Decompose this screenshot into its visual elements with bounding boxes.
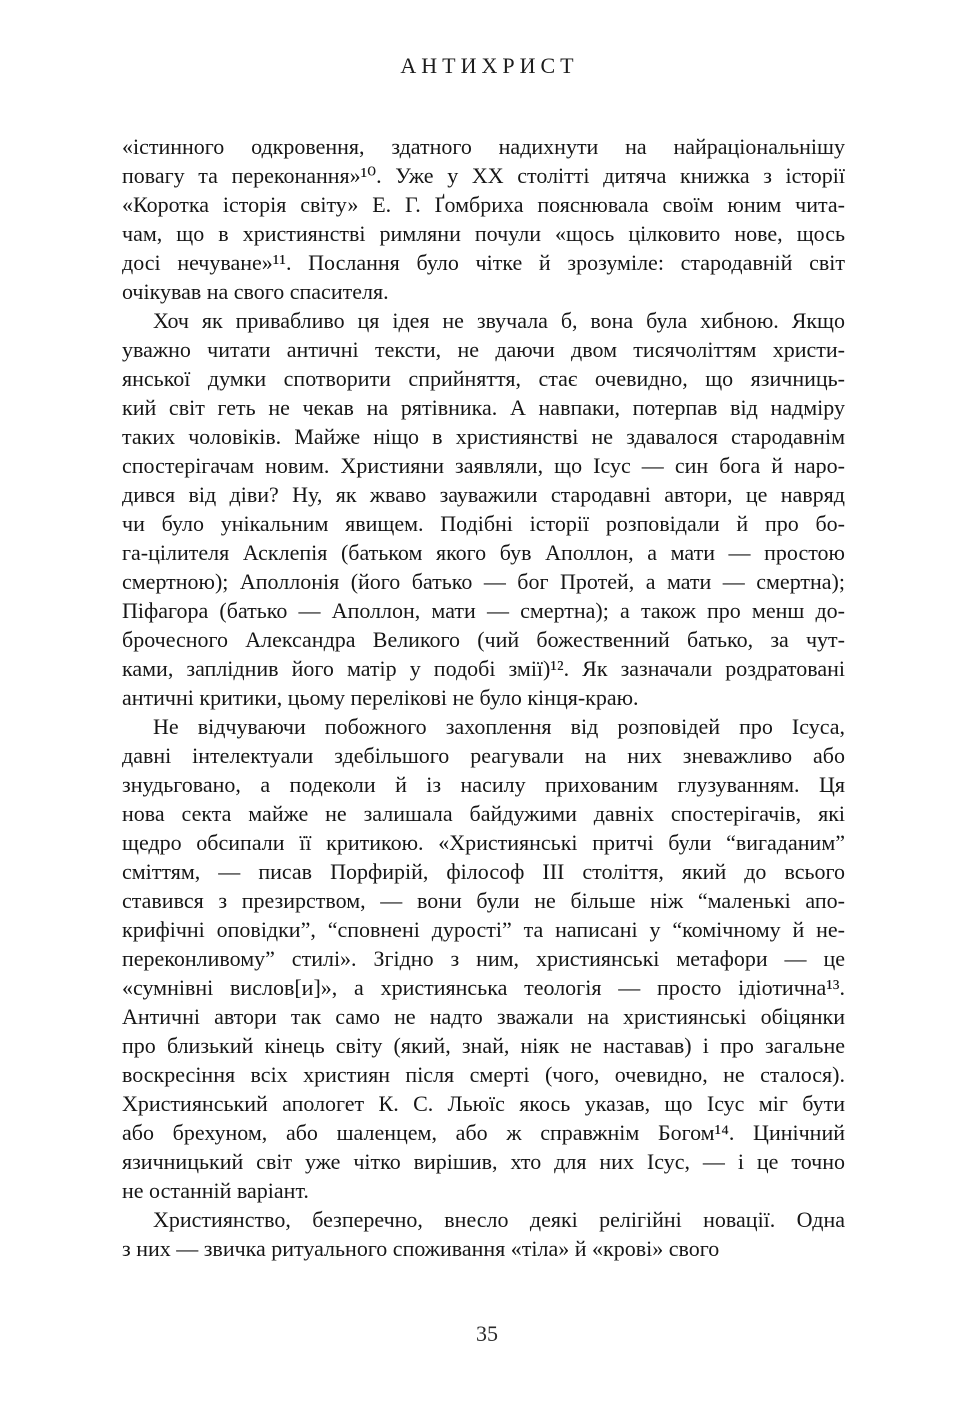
text-line: янської думки спотворити сприйняття, стає очевидно, що язичниць-: [122, 366, 845, 391]
text-line: нова секта майже не залишала байдужими давніх спостерігачів, які: [122, 801, 845, 826]
paragraph: [122, 306, 845, 712]
text-line: «Коротка історія світу» Е. Г. Ґомбриха пояснювала своїм юним чита-: [122, 192, 845, 217]
text-line: дився від діви? Ну, як жваво зауважили стародавні автори, це навряд: [122, 482, 845, 507]
text-line: кий світ геть не чекав на рятівника. А навпаки, потерпав від надміру: [122, 395, 845, 420]
text-line: Християнство, безперечно, внесло деякі релігійні новації. Одна: [153, 1207, 845, 1232]
text-line: смертною); Аполлонія (його батько — бог Протей, а мати — смертна);: [122, 569, 845, 594]
text-line: га-цілителя Асклепія (батьком якого був Аполлон, а мати — простою: [122, 540, 845, 565]
text-line: воскресіння всіх християн після смерті (чого, очевидно, не сталося).: [122, 1062, 845, 1087]
body-text: [122, 132, 845, 1263]
text-line: не останній варіант.: [122, 1178, 309, 1203]
text-line: щедро обсипали її критикою. «Християнські притчі були “вигаданим”: [122, 830, 845, 855]
text-line: спостерігачам новим. Християни заявляли, що Ісус — син бога й наро-: [122, 453, 845, 478]
text-line: досі нечуване»¹¹. Послання було чітке й зрозуміле: стародавній світ: [122, 250, 845, 275]
running-header: АНТИХРИСТ: [400, 53, 579, 78]
text-line: переконливому” стилі». Згідно з ним, християнські метафори — це: [122, 946, 845, 971]
text-line: знудьговано, а подеколи й із насилу прихованим глузуванням. Ця: [122, 772, 845, 797]
paragraph: [122, 132, 845, 306]
text-line: «істинного одкровення, здатного надихнути на найраціональнішу: [122, 134, 845, 159]
text-line: Не відчуваючи побожного захоплення від розповідей про Ісуса,: [153, 714, 845, 739]
text-line: Хоч як привабливо ця ідея не звучала б, вона була хибною. Якщо: [153, 308, 845, 333]
text-line: з них — звичка ритуального споживання «тіла» й «крові» свого: [122, 1236, 720, 1261]
text-line: чи було унікальним явищем. Подібні історії розповідали й про бо-: [122, 511, 845, 536]
paragraph: [122, 1205, 845, 1263]
text-line: Піфагора (батько — Аполлон, мати — смертна); а також про менш до-: [122, 598, 845, 623]
text-line: «сумнівні вислов[и]», а християнська теологія — просто ідіотична¹³.: [122, 975, 845, 1000]
text-line: ставився з презирством, — вони були не більше ніж “маленькі апо-: [122, 888, 845, 913]
page-number: 35: [476, 1321, 498, 1346]
text-line: ками, запліднив його матір у подобі змії)¹². Як зазначали роздратовані: [122, 656, 845, 681]
text-line: уважно читати античні тексти, не даючи двом тисячоліттям христи-: [122, 337, 845, 362]
paragraph: [122, 712, 845, 1205]
text-line: античні критики, цьому перелікові не було кінця-краю.: [122, 685, 639, 710]
text-line: чам, що в християнстві римляни почули «щось цілковито нове, щось: [122, 221, 845, 246]
text-line: очікував на свого спасителя.: [122, 279, 389, 304]
text-line: повагу та переконання»¹⁰. Уже у XX столітті дитяча книжка з історії: [122, 163, 845, 188]
text-line: про близький кінець світу (який, знай, ніяк не наставав) і про загальне: [122, 1033, 845, 1058]
text-line: крифічні оповідки”, “сповнені дурості” та написані у “комічному й не-: [122, 917, 845, 942]
text-line: або брехуном, або шаленцем, або ж справжнім Богом¹⁴. Цинічний: [122, 1120, 845, 1145]
text-line: брочесного Александра Великого (чий божественний батько, за чут-: [122, 627, 845, 652]
text-line: язичницький світ уже чітко вирішив, хто для них Ісус, — і це точно: [122, 1149, 845, 1174]
text-line: таких чоловіків. Майже ніщо в християнстві не здавалося стародавнім: [122, 424, 845, 449]
text-line: давні інтелектуали здебільшого реагували на них зневажливо або: [122, 743, 845, 768]
text-line: сміттям, — писав Порфирій, філософ III століття, який до всього: [122, 859, 845, 884]
text-line: Античні автори так само не надто зважали на християнські обіцянки: [122, 1004, 845, 1029]
text-line: Християнський апологет К. С. Льюїс якось указав, що Ісус міг бути: [122, 1091, 845, 1116]
